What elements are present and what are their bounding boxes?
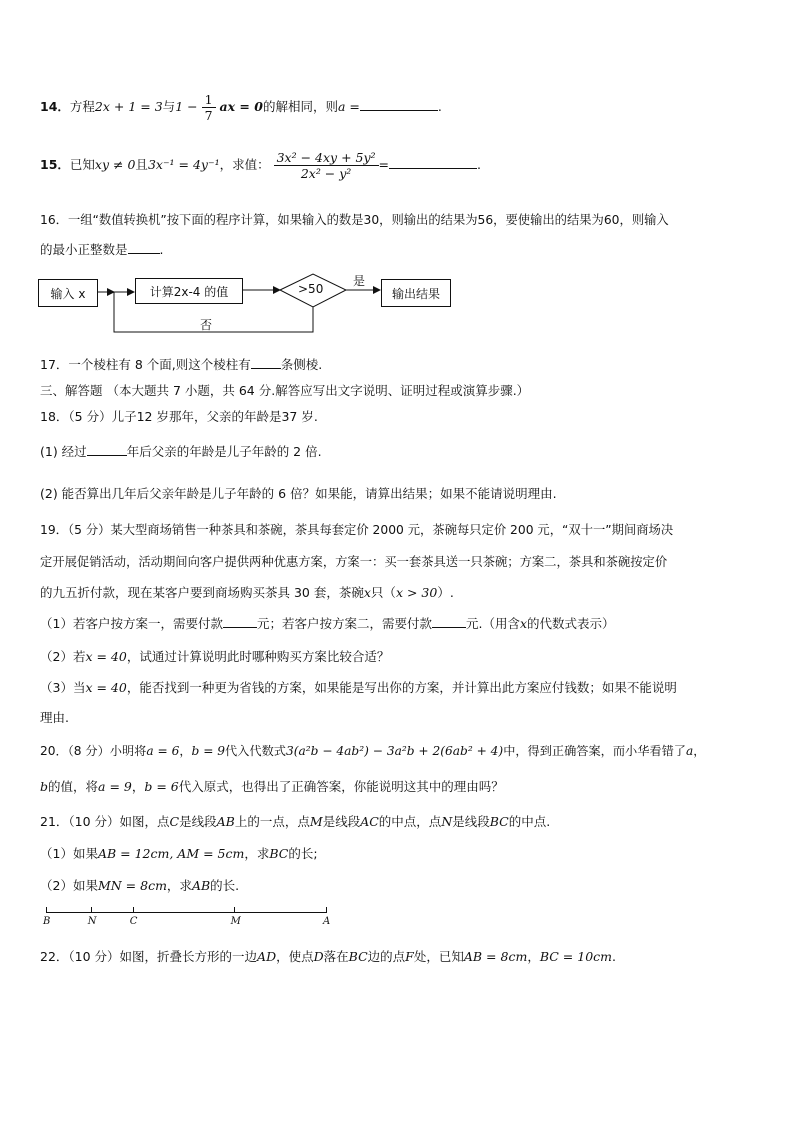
question-16-line2: 的最小正整数是 . (40, 242, 164, 257)
section-heading: 三、解答题 （本大题共 7 小题，共 64 分.解答应写出文字说明、证明过程或演算步骤.） (40, 383, 530, 398)
question-22: 22．（10 分）如图，折叠长方形的一边AD，使点D落在BC边的点F处，已知AB = 8cm，BC = 10cm. (40, 949, 616, 964)
flow-input-box: 输入 x (38, 279, 98, 307)
answer-blank[interactable] (251, 356, 281, 369)
question-15: 15．已知xy ≠ 0且3x⁻¹ = 4y⁻¹，求值： $\frac{\text{3x² − 4xy + 5y²}}{\text{2x² − y²}}$ = . (40, 150, 482, 181)
answer-blank[interactable] (223, 615, 257, 628)
flow-compute-box: 计算2x-4 的值 (135, 278, 243, 304)
segment-tick-b (46, 907, 47, 913)
question-17: 17．一个棱柱有 8 个面,则这个棱柱有 条侧棱. (40, 357, 323, 372)
question-21-part2: （2）如果MN = 8cm，求AB的长. (40, 878, 240, 893)
question-19-line2: 定开展促销活动，活动期间向客户提供两种优惠方案，方案一：买一套茶具送一只茶碗；方案二，茶具和茶碗按定价 (40, 555, 668, 569)
answer-blank[interactable] (432, 615, 466, 628)
segment-label-m: M (230, 916, 241, 927)
question-14: 14．方程2x + 1 = 3与1 − $\frac{1}{7}$ ax = 0的解相同，则a = . (40, 92, 442, 123)
question-19-part1: （1）若客户按方案一，需要付款 元；若客户按方案二，需要付款 元.（用含x的代数式表示） (40, 616, 615, 631)
math-expression: ax = 0 (219, 99, 263, 114)
flow-no-label: 否 (200, 318, 213, 332)
segment-line (46, 912, 326, 913)
question-19-line1: 19．（5 分）某大型商场销售一种茶具和茶碗，茶具每套定价 2000 元，茶碗每只定价 200 元，“双十一”期间商场决 (40, 523, 674, 537)
question-18-stem: 18．（5 分）儿子12 岁那年，父亲的年龄是37 岁. (40, 409, 318, 424)
question-number: 15． (40, 157, 70, 172)
math-expression: 2x + 1 = 3 (94, 99, 163, 114)
segment-label-b: B (43, 916, 51, 927)
question-number: 14． (40, 99, 70, 114)
answer-blank[interactable] (87, 443, 127, 456)
question-21-part1: （1）如果AB = 12cm, AM = 5cm，求BC的长; (40, 846, 318, 861)
flow-output-box: 输出结果 (381, 279, 451, 307)
question-19-part3: （3）当x = 40，能否找到一种更为省钱的方案，如果能是写出你的方案，并计算出此方案应付钱数；如果不能说明 (40, 680, 677, 695)
segment-label-a: A (323, 916, 331, 927)
fraction: $\frac{1}{7}$ (202, 92, 216, 123)
question-18-part2: (2) 能否算出几年后父亲年龄是儿子年龄的 6 倍？如果能，请算出结果；如果不能请说明理由. (40, 486, 557, 501)
question-19-part2: （2）若x = 40，试通过计算说明此时哪种购买方案比较合适？ (40, 649, 390, 664)
segment-tick-a (326, 907, 327, 913)
question-20-line1: 20．（8 分）小明将a = 6，b = 9代入代数式3(a²b − 4ab²) − 3a²b + 2(6ab² + 4)中，得到正确答案，而小华看错了a， (40, 744, 706, 758)
segment-tick-m (234, 907, 235, 913)
question-21-stem: 21．（10 分）如图，点C是线段AB上的一点，点M是线段AC的中点，点N是线段BC的中点. (40, 814, 551, 829)
segment-label-c: C (129, 916, 138, 927)
flow-compare-label: >50 (298, 282, 324, 296)
question-19-line3: 的九五折付款，现在某客户要到商场购买茶具 30 套，茶碗x只（x > 30）. (40, 585, 454, 600)
question-19-part3-cont: 理由. (40, 710, 69, 725)
flow-yes-label: 是 (353, 274, 366, 288)
fraction: $\frac{\text{3x² − 4xy + 5y²}}{\text{2x² − y²}}$ (274, 150, 379, 181)
question-16-line1: 16．一组“数值转换机”按下面的程序计算，如果输入的数是30，则输出的结果为56，要使输出的结果为60，则输入 (40, 213, 669, 227)
segment-label-n: N (87, 916, 97, 927)
segment-figure (43, 906, 331, 932)
question-20-line2: b的值，将a = 9，b = 6代入原式，也得出了正确答案，你能说明这其中的理由吗？ (40, 779, 504, 794)
question-18-part1: (1) 经过 年后父亲的年龄是儿子年龄的 2 倍. (40, 444, 322, 459)
segment-tick-n (91, 907, 92, 913)
segment-tick-c (133, 907, 134, 913)
